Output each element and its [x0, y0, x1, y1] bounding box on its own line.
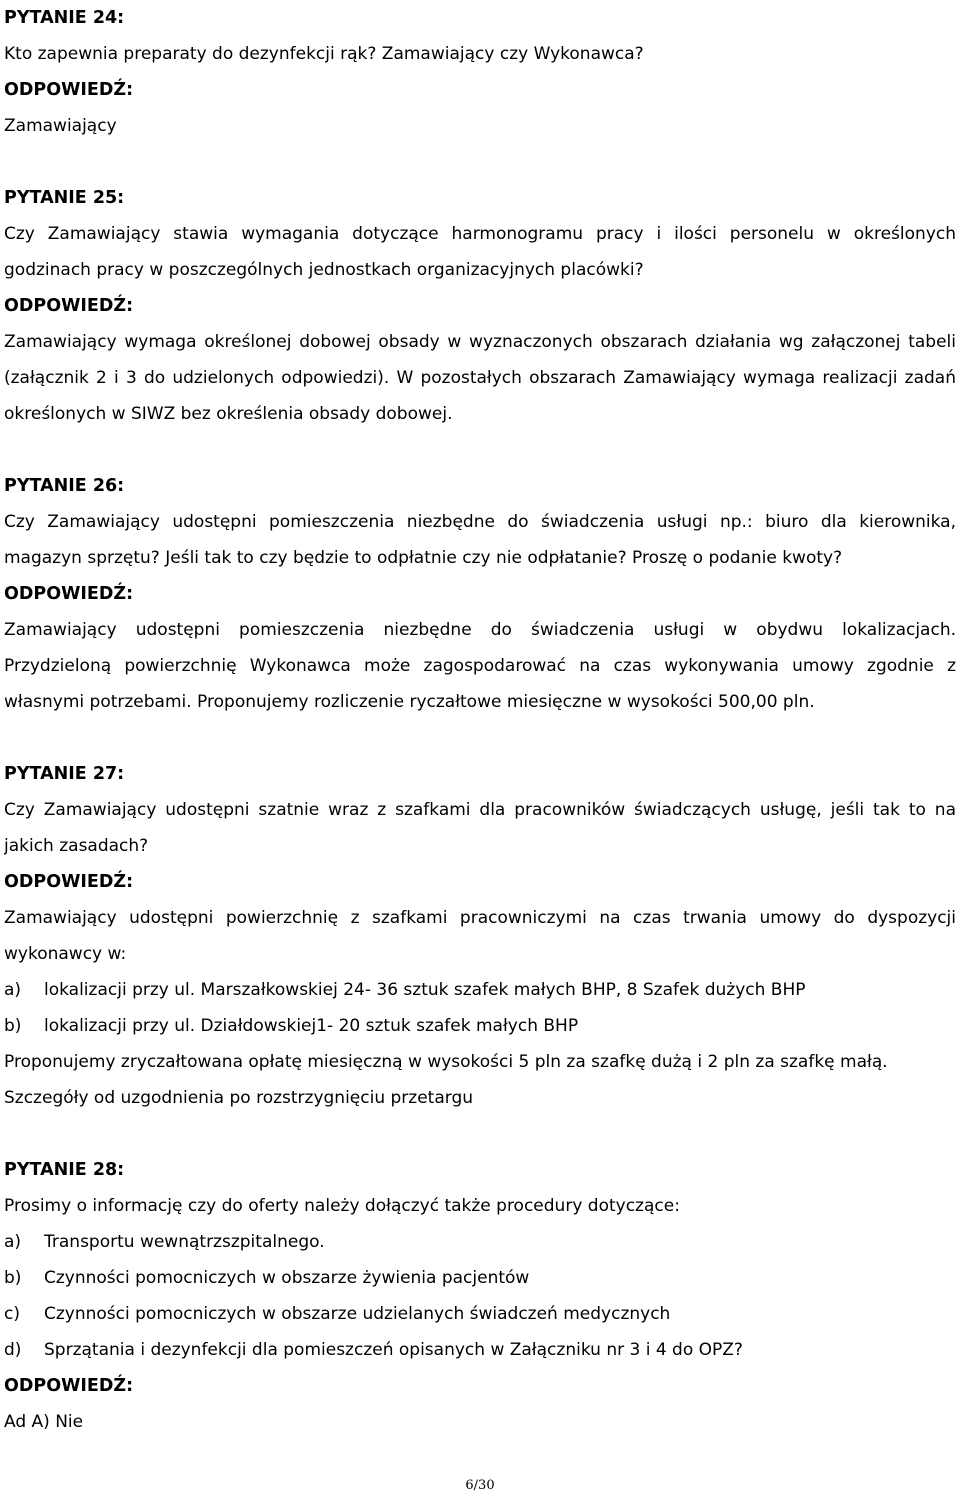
question-text: Czy Zamawiający stawia wymagania dotyczące harmonogramu pracy i ilości personelu w określonych: [4, 224, 956, 244]
answer-text: określonych w SIWZ bez określenia obsady dobowej.: [4, 404, 453, 424]
list-item-text: Czynności pomocniczych w obszarze żywienia pacjentów: [44, 1268, 530, 1288]
list-item: [4, 972, 956, 1008]
section-gap: [4, 144, 956, 180]
answer-text: Ad A) Nie: [4, 1412, 84, 1432]
list-item-text: Czynności pomocniczych w obszarze udzielanych świadczeń medycznych: [44, 1304, 671, 1324]
answer-heading: ODPOWIEDŹ:: [4, 1376, 134, 1396]
answer-text: własnymi potrzebami. Proponujemy rozliczenie ryczałtowe miesięczne w wysokości 500,00 pln.: [4, 692, 815, 712]
question-section-24: [4, 0, 956, 144]
answer-heading: ODPOWIEDŹ:: [4, 296, 134, 316]
list-item-marker: c): [4, 1304, 20, 1324]
answer-text: Zamawiający: [4, 116, 117, 136]
list-item: [4, 1260, 956, 1296]
section-gap: [4, 720, 956, 756]
list-item-text: lokalizacji przy ul. Działdowskiej1- 20 sztuk szafek małych BHP: [44, 1016, 579, 1036]
question-text: Czy Zamawiający udostępni szatnie wraz z szafkami dla pracowników świadczących usługę, jeśli tak to na: [4, 800, 956, 820]
question-section-25: [4, 180, 956, 432]
list-item-marker: b): [4, 1016, 22, 1036]
answer-heading: ODPOWIEDŹ:: [4, 584, 134, 604]
list-item: [4, 1296, 956, 1332]
list-item-text: Transportu wewnątrzszpitalnego.: [44, 1232, 325, 1252]
answer-heading: ODPOWIEDŹ:: [4, 80, 134, 100]
question-text: magazyn sprzętu? Jeśli tak to czy będzie to odpłatnie czy nie odpłatanie? Proszę o podanie kwoty?: [4, 548, 843, 568]
question-text: Czy Zamawiający udostępni pomieszczenia niezbędne do świadczenia usługi np.: biuro dla kierownika,: [4, 512, 956, 532]
section-gap: [4, 432, 956, 468]
question-section-27: [4, 756, 956, 1116]
question-text: Prosimy o informację czy do oferty należy dołączyć także procedury dotyczące:: [4, 1196, 680, 1216]
question-section-26: [4, 468, 956, 720]
answer-heading: ODPOWIEDŹ:: [4, 872, 134, 892]
answer-text: Proponujemy zryczałtowana opłatę miesięczną w wysokości 5 pln za szafkę dużą i 2 pln za szafkę małą.: [4, 1052, 888, 1072]
question-heading: PYTANIE 27:: [4, 764, 125, 784]
answer-text: Szczegóły od uzgodnienia po rozstrzygnięciu przetargu: [4, 1088, 474, 1108]
answer-text: Zamawiający udostępni pomieszczenia niezbędne do świadczenia usługi w obydwu lokalizacjach.: [4, 620, 956, 640]
list-item: [4, 1332, 956, 1368]
question-text: godzinach pracy w poszczególnych jednostkach organizacyjnych placówki?: [4, 260, 644, 280]
list-item-marker: a): [4, 980, 22, 1000]
document-page: [4, 0, 956, 1440]
question-heading: PYTANIE 25:: [4, 188, 125, 208]
answer-text: wykonawcy w:: [4, 944, 127, 964]
question-heading: PYTANIE 28:: [4, 1160, 125, 1180]
answer-text: Zamawiający wymaga określonej dobowej obsady w wyznaczonych obszarach działania wg załączonej tabeli: [4, 332, 956, 352]
answer-text: Przydzieloną powierzchnię Wykonawca może zagospodarować na czas wykonywania umowy zgodnie z: [4, 656, 956, 676]
question-section-28: [4, 1152, 956, 1440]
list-item-marker: d): [4, 1340, 22, 1360]
list-item-text: Sprzątania i dezynfekcji dla pomieszczeń opisanych w Załączniku nr 3 i 4 do OPZ?: [44, 1340, 743, 1360]
page-number: 6/30: [465, 1478, 495, 1493]
list-item-text: lokalizacji przy ul. Marszałkowskiej 24- 36 sztuk szafek małych BHP, 8 Szafek dużych BHP: [44, 980, 806, 1000]
answer-text: Zamawiający udostępni powierzchnię z szafkami pracowniczymi na czas trwania umowy do dyspozycji: [4, 908, 956, 928]
question-heading: PYTANIE 26:: [4, 476, 125, 496]
section-gap: [4, 1116, 956, 1152]
question-text: Kto zapewnia preparaty do dezynfekcji rąk? Zamawiający czy Wykonawca?: [4, 44, 644, 64]
list-item-marker: a): [4, 1232, 22, 1252]
answer-text: (załącznik 2 i 3 do udzielonych odpowiedzi). W pozostałych obszarach Zamawiający wymaga realizacji zadań: [4, 368, 956, 388]
list-item: [4, 1008, 956, 1044]
question-heading: PYTANIE 24:: [4, 8, 125, 28]
list-item-marker: b): [4, 1268, 22, 1288]
list-item: [4, 1224, 956, 1260]
question-text: jakich zasadach?: [4, 836, 149, 856]
